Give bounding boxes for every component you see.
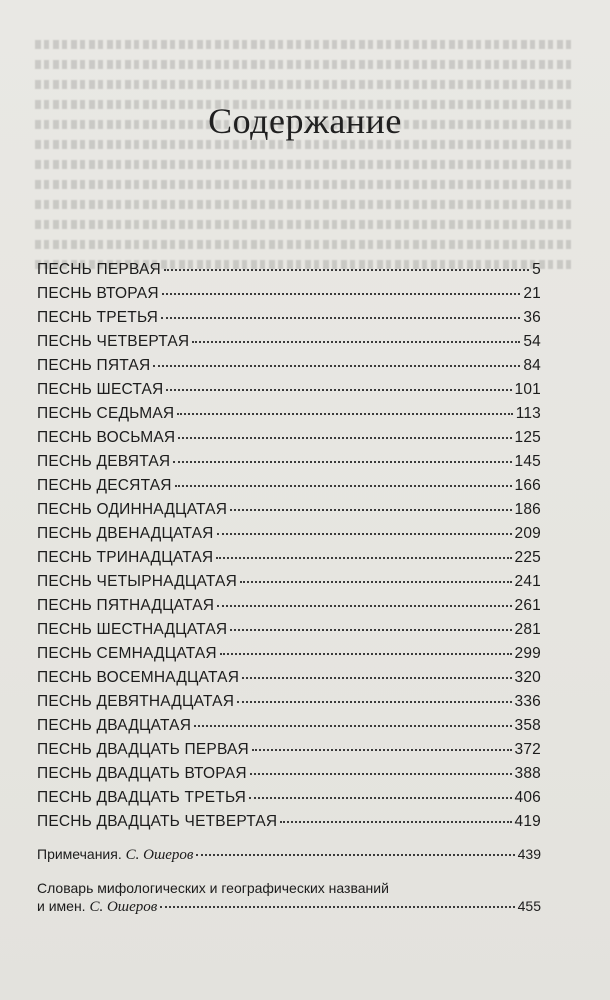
toc-entry-title: ПЕСНЬ ПЯТНАДЦАТАЯ	[37, 597, 215, 614]
toc-entry-page: 241	[514, 573, 541, 590]
toc-entry-page: 84	[523, 357, 541, 374]
dot-leader	[220, 653, 512, 655]
toc-entry-title: ПЕСНЬ ЧЕТВЕРТАЯ	[37, 333, 190, 350]
toc-entry[interactable]	[37, 741, 541, 765]
toc-entry[interactable]	[37, 597, 541, 621]
toc-entry-page: 358	[514, 717, 541, 734]
table-of-contents	[37, 261, 541, 837]
toc-entry-page: 166	[514, 477, 541, 494]
toc-entry[interactable]	[37, 357, 541, 381]
toc-entry-title: ПЕСНЬ ДЕВЯТАЯ	[37, 453, 171, 470]
toc-entry-page: 281	[514, 621, 541, 638]
toc-entry[interactable]	[37, 261, 541, 285]
toc-entry[interactable]	[37, 405, 541, 429]
toc-entry-page: 406	[514, 789, 541, 806]
dot-leader	[194, 725, 511, 727]
dot-leader	[162, 293, 521, 295]
toc-entry[interactable]	[37, 789, 541, 813]
toc-entry-title: ПЕСНЬ ВТОРАЯ	[37, 285, 159, 302]
toc-entry-title: ПЕСНЬ ОДИННАДЦАТАЯ	[37, 501, 228, 518]
toc-entry[interactable]	[37, 621, 541, 645]
toc-entry-page: 54	[523, 333, 541, 350]
toc-entry-page: 372	[514, 741, 541, 758]
toc-entry[interactable]	[37, 693, 541, 717]
dot-leader	[164, 269, 529, 271]
dictionary-page: 455	[517, 898, 541, 914]
dot-leader	[196, 854, 514, 856]
toc-entry[interactable]	[37, 717, 541, 741]
dot-leader	[217, 533, 512, 535]
toc-entry[interactable]	[37, 333, 541, 357]
toc-entry-title: ПЕСНЬ ПЕРВАЯ	[37, 261, 161, 278]
dot-leader	[242, 677, 511, 679]
dictionary-title-line1: Словарь мифологических и географических названий	[37, 880, 389, 896]
toc-entry-page: 419	[514, 813, 541, 830]
notes-label: Примечания.	[37, 846, 122, 862]
dot-leader	[252, 749, 512, 751]
toc-entry-title: ПЕСНЬ ДВЕНАДЦАТАЯ	[37, 525, 214, 542]
dot-leader	[230, 509, 511, 511]
dot-leader	[237, 701, 511, 703]
dot-leader	[177, 413, 512, 415]
dot-leader	[161, 317, 520, 319]
toc-entry[interactable]	[37, 525, 541, 549]
dot-leader	[153, 365, 520, 367]
toc-entry-page: 225	[514, 549, 541, 566]
notes-author: С. Ошеров	[125, 847, 194, 863]
toc-entry-page: 125	[514, 429, 541, 446]
toc-entry-page: 21	[523, 285, 541, 302]
toc-entry-title: ПЕСНЬ ДЕСЯТАЯ	[37, 477, 172, 494]
toc-entry-title: ПЕСНЬ ТРЕТЬЯ	[37, 309, 159, 326]
toc-entry-title: ПЕСНЬ ТРИНАДЦАТАЯ	[37, 549, 214, 566]
toc-entry-title: ПЕСНЬ ДВАДЦАТЬ ВТОРАЯ	[37, 765, 247, 782]
toc-entry-title: ПЕСНЬ ШЕСТАЯ	[37, 381, 164, 398]
dot-leader	[192, 341, 520, 343]
toc-entry[interactable]	[37, 813, 541, 837]
toc-entry[interactable]	[37, 549, 541, 573]
dot-leader	[249, 797, 511, 799]
toc-entry-title: ПЕСНЬ ВОСЬМАЯ	[37, 429, 176, 446]
toc-entry-page: 36	[523, 309, 541, 326]
dot-leader	[173, 461, 511, 463]
toc-entry-title: ПЕСНЬ ШЕСТНАДЦАТАЯ	[37, 621, 228, 638]
dot-leader	[217, 605, 511, 607]
toc-entry[interactable]	[37, 309, 541, 333]
toc-entry[interactable]	[37, 453, 541, 477]
toc-entry-title: ПЕСНЬ ПЯТАЯ	[37, 357, 151, 374]
toc-entry-page: 320	[514, 669, 541, 686]
toc-entry-dictionary[interactable]	[37, 878, 541, 916]
toc-entry-page: 5	[532, 261, 541, 278]
toc-entry-page: 336	[514, 693, 541, 710]
toc-entry[interactable]	[37, 645, 541, 669]
toc-entry[interactable]	[37, 573, 541, 597]
toc-entry-title: ПЕСНЬ ДВАДЦАТАЯ	[37, 717, 192, 734]
toc-entry-title: ПЕСНЬ ЧЕТЫРНАДЦАТАЯ	[37, 573, 237, 590]
toc-entry[interactable]	[37, 477, 541, 501]
dictionary-title-line2: и имен.	[37, 898, 86, 914]
dot-leader	[280, 821, 511, 823]
toc-entry-page: 388	[514, 765, 541, 782]
toc-entry-notes[interactable]	[37, 846, 541, 864]
dot-leader	[240, 581, 512, 583]
toc-entry-page: 101	[514, 381, 541, 398]
toc-entry[interactable]	[37, 501, 541, 525]
dot-leader	[250, 773, 512, 775]
toc-entry-page: 209	[514, 525, 541, 542]
toc-entry[interactable]	[37, 429, 541, 453]
notes-page: 439	[517, 846, 541, 862]
toc-entry-page: 113	[515, 405, 541, 422]
toc-entry[interactable]	[37, 765, 541, 789]
page-title: Содержание	[208, 101, 402, 141]
toc-entry-title: ПЕСНЬ СЕМНАДЦАТАЯ	[37, 645, 217, 662]
toc-entry-page: 299	[514, 645, 541, 662]
toc-entry[interactable]	[37, 381, 541, 405]
toc-entry-page: 186	[514, 501, 541, 518]
toc-entry[interactable]	[37, 669, 541, 693]
toc-entry-title: ПЕСНЬ ДВАДЦАТЬ ПЕРВАЯ	[37, 741, 249, 758]
appendix-section	[37, 846, 541, 916]
toc-entry-page: 261	[514, 597, 541, 614]
dot-leader	[166, 389, 511, 391]
dot-leader	[230, 629, 511, 631]
toc-entry-title: ПЕСНЬ ВОСЕМНАДЦАТАЯ	[37, 669, 240, 686]
dictionary-author: С. Ошеров	[89, 899, 158, 915]
toc-entry-title: ПЕСНЬ ДЕВЯТНАДЦАТАЯ	[37, 693, 235, 710]
dot-leader	[160, 906, 514, 908]
toc-entry-title: ПЕСНЬ ДВАДЦАТЬ ТРЕТЬЯ	[37, 789, 247, 806]
toc-entry-page: 145	[514, 453, 541, 470]
dot-leader	[175, 485, 512, 487]
toc-entry[interactable]	[37, 285, 541, 309]
toc-entry-title: ПЕСНЬ СЕДЬМАЯ	[37, 405, 175, 422]
toc-entry-title: ПЕСНЬ ДВАДЦАТЬ ЧЕТВЕРТАЯ	[37, 813, 278, 830]
dot-leader	[178, 437, 511, 439]
dot-leader	[216, 557, 511, 559]
